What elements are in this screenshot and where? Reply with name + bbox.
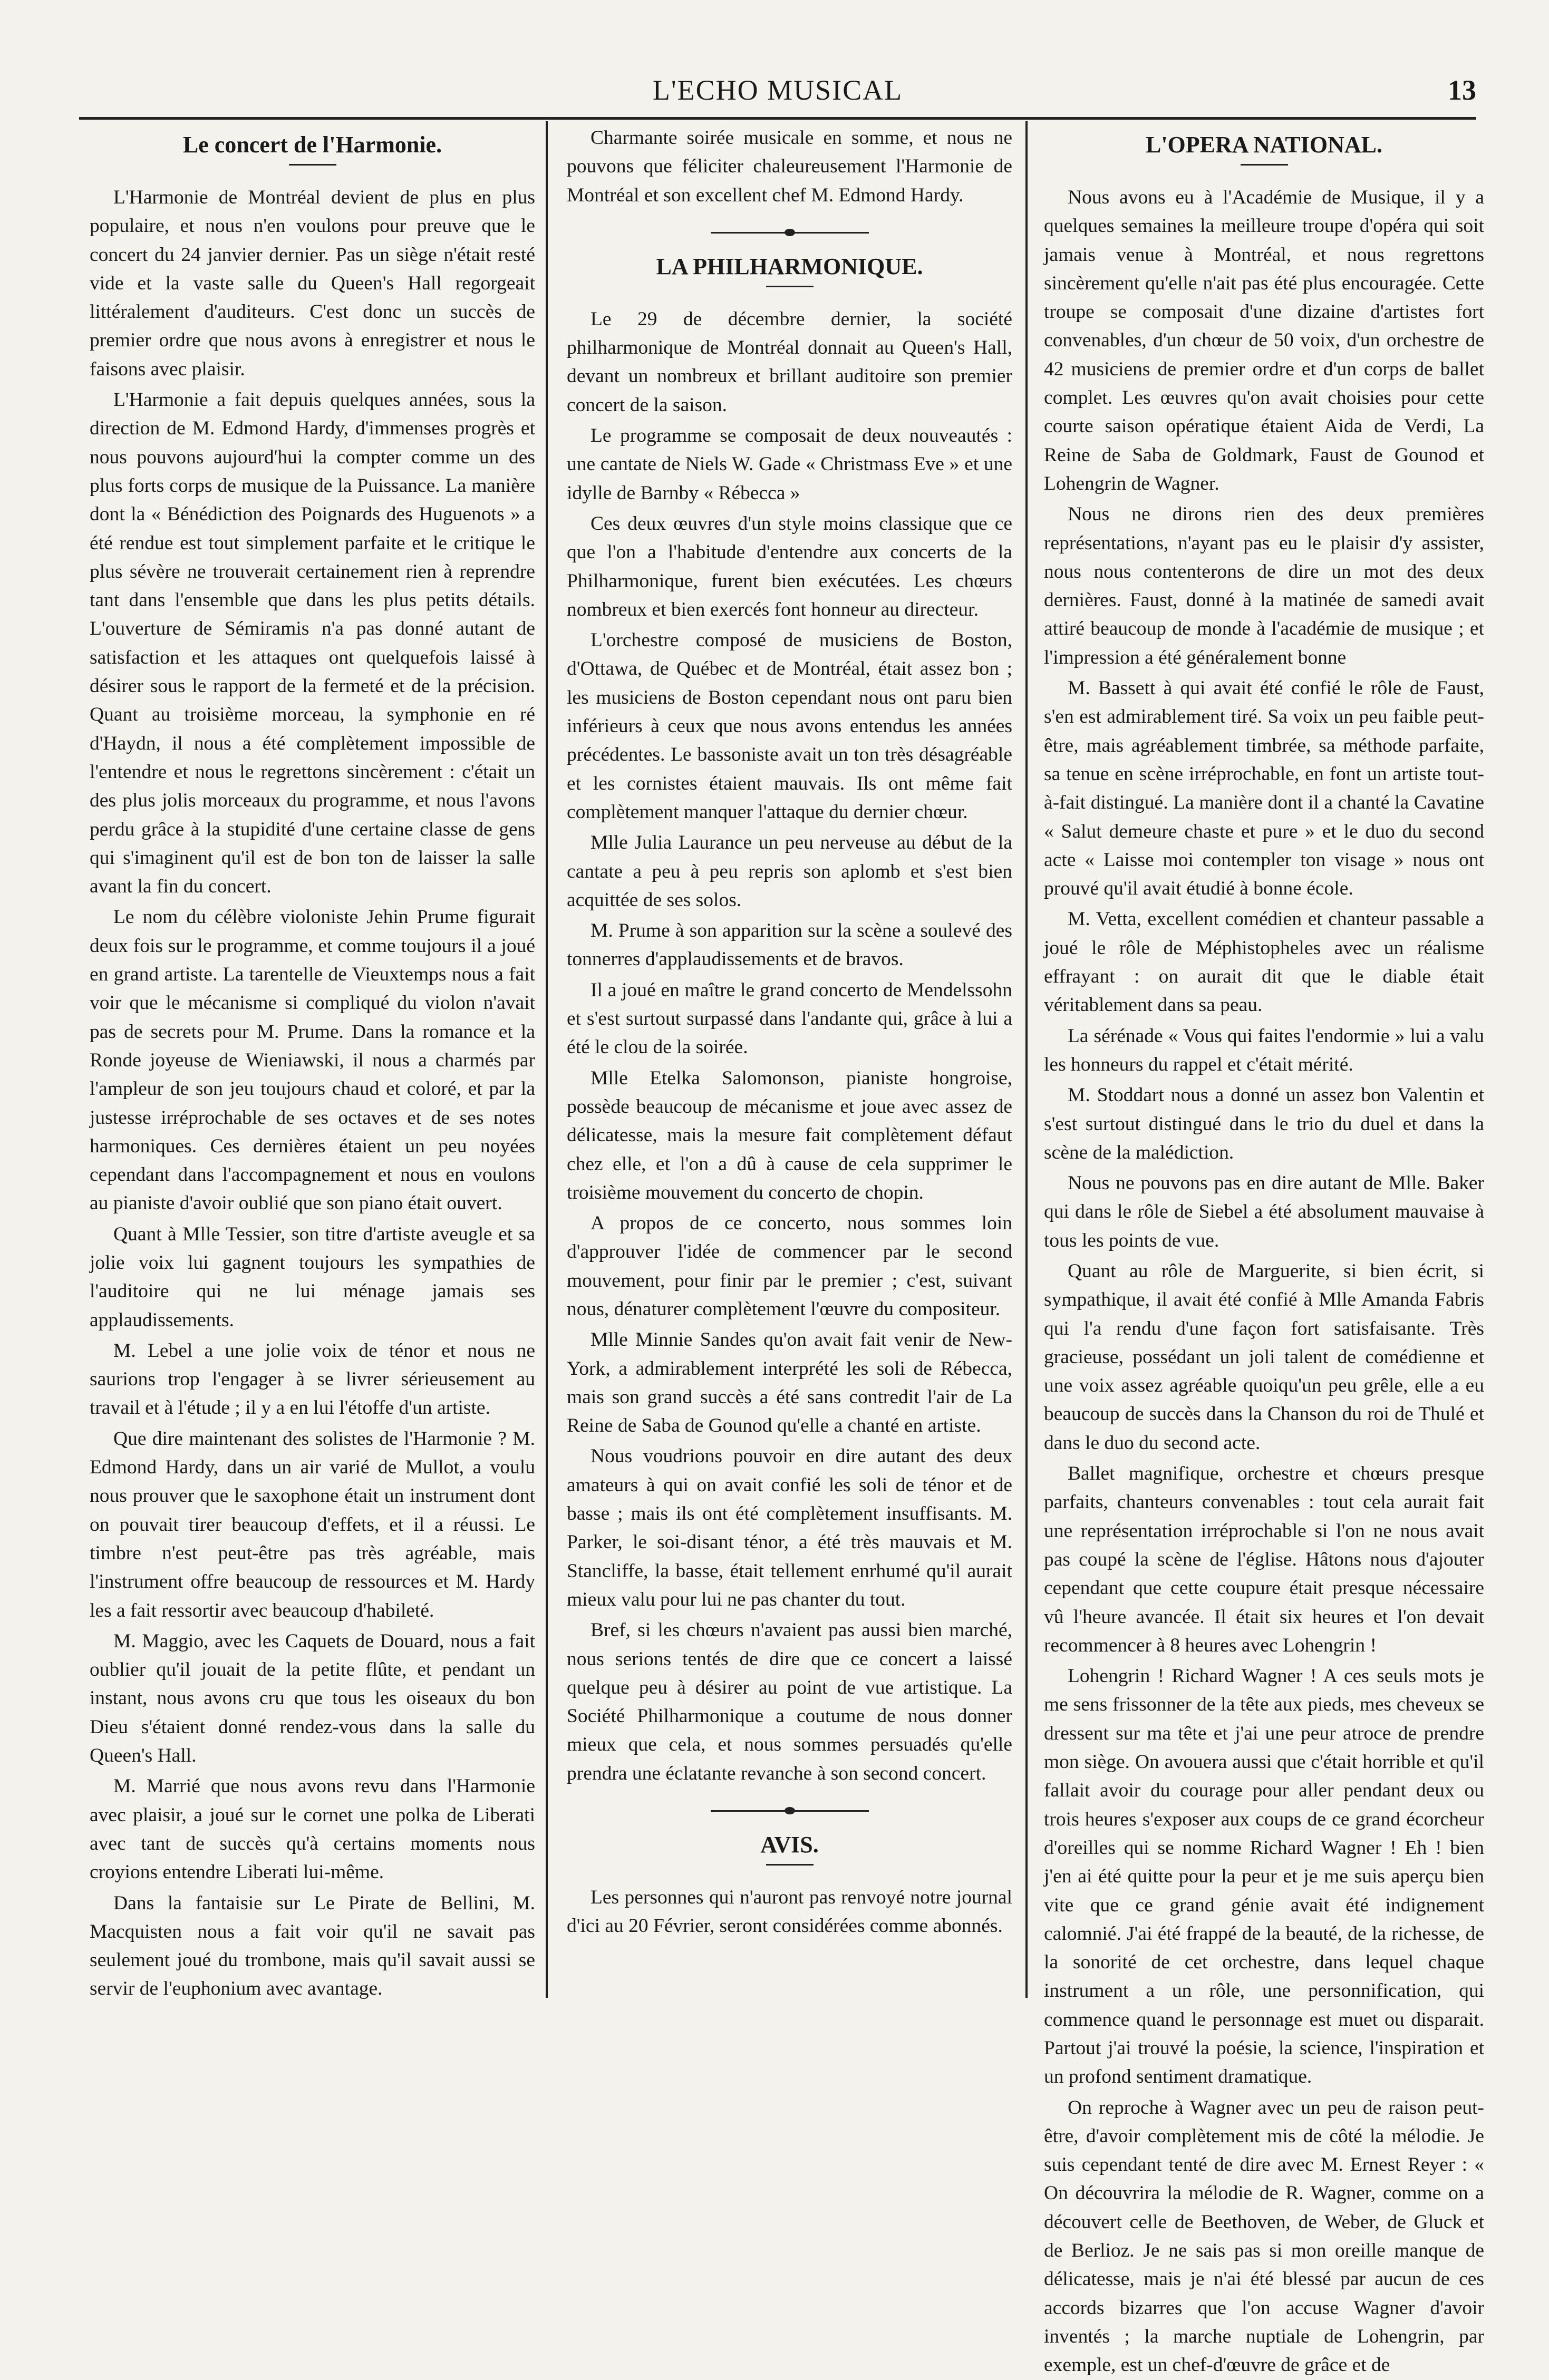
- article-paragraph: Il a joué en maître le grand concerto de Mendelssohn et s'est surtout surpassé dans l'andante qui, grâce à lui a été le clou de la soirée.: [567, 979, 1012, 1058]
- heading-dash: [766, 1864, 814, 1866]
- article-paragraph: Mlle Minnie Sandes qu'on avait fait venir de New-York, a admirablement interprété les soli de Rébecca, mais son grand succès a été sans contredit l'air de La Reine de Saba de Gounod qu'elle a chanté en artiste.: [567, 1329, 1012, 1437]
- heading-dash: [766, 286, 814, 287]
- article-paragraph: M. Prume à son apparition sur la scène a soulevé des tonnerres d'applaudissements et de bravos.: [567, 920, 1012, 970]
- article-heading-philharmonique: LA PHILHARMONIQUE.: [656, 253, 923, 279]
- article-paragraph: Le nom du célèbre violoniste Jehin Prume figurait deux fois sur le programme, et comme toujours il a joué en grand artiste. La tarentelle de Vieuxtemps nous a fait voir que le mécanisme si compliqué du violon n'avait pas de secrets pour M. Prume. Dans la romance et la Ronde joyeuse de Wieniawski, il nous a charmés par l'ampleur de son jeu toujours chaud et coloré, et par la justesse irréprochable de ses octaves et de ses notes harmoniques. Ces dernières étaient un peu noyées cependant dans l'accompagnement et nous en voulons au pianiste d'avoir oublié que son piano était ouvert.: [90, 906, 535, 1215]
- article-paragraph: Nous ne pouvons pas en dire autant de Mlle. Baker qui dans le rôle de Siebel a été absolument mauvaise à tous les points de vue.: [1044, 1172, 1484, 1251]
- article-separator: [711, 225, 869, 240]
- article-paragraph: A propos de ce concerto, nous sommes loin d'approuver l'idée de commencer par le second mouvement, pour finir par le premier ; c'est, suivant nous, dénaturer complètement l'œuvre du compositeur.: [567, 1212, 1012, 1320]
- harmonie-conclusion: Charmante soirée musicale en somme, et nous ne pouvons que féliciter chaleureusement l'Harmonie de Montréal et son excellent chef M. Edmond Hardy.: [567, 127, 1012, 206]
- column-opera-national: [1044, 124, 1484, 2376]
- article-paragraph: La sérénade « Vous qui faites l'endormie » lui a valu les honneurs du rappel et c'était mérité.: [1044, 1025, 1484, 1075]
- page-header: [79, 74, 1476, 121]
- article-paragraph: On reproche à Wagner avec un peu de raison peut-être, d'avoir complètement mis de côté la mélodie. Je suis cependant tenté de dire avec M. Ernest Reyer : « On découvrira la mélodie de R. Wagner, comme on a découvert celle de Beethoven, de Weber, de Gluck et de Berlioz. Je ne sais pas si mon oreille manque de délicatesse, mais je n'ai été blessé par aucun de ces accords bizarres que l'on accuse Wagner d'avoir inventés ; la marche nuptiale de Lohengrin, par exemple, est un chef-d'œuvre de grâce et de: [1044, 2096, 1484, 2376]
- article-heading-opera: L'OPERA NATIONAL.: [1145, 132, 1383, 158]
- header-rule: [79, 117, 1476, 120]
- article-paragraph: Mlle Etelka Salomonson, pianiste hongroise, possède beaucoup de mécanisme et joue avec assez de délicatesse, mais la mesure fait complètement défaut chez elle, et l'on a dû à cause de cela supprimer le troisième mouvement du concerto de chopin.: [567, 1067, 1012, 1203]
- article-paragraph: Nous avons eu à l'Académie de Musique, il y a quelques semaines la meilleure troupe d'opéra qui soit jamais venue à Montréal, et nous regrettons sincèrement qu'elle n'ait pas été plus encouragée. Cette troupe se composait d'une dizaine d'artistes fort convenables, d'un chœur de 50 voix, d'un orchestre de 42 musiciens de premier ordre et d'un corps de ballet complet. Les œuvres qu'on avait choisies pour cette courte saison opératique étaient Aida de Verdi, La Reine de Saba de Goldmark, Faust de Gounod et Lohengrin de Wagner.: [1044, 187, 1484, 494]
- article-paragraph: M. Maggio, avec les Caquets de Douard, nous a fait oublier qu'il jouait de la petite flûte, et pendant un instant, nous avons cru que tous les oiseaux du bon Dieu s'étaient donné rendez-vous dans la salle du Queen's Hall.: [90, 1630, 535, 1767]
- article-separator: [711, 1803, 869, 1819]
- article-paragraph: Lohengrin ! Richard Wagner ! A ces seuls mots je me sens frissonner de la tête aux pieds, mes cheveux se dressent sur ma tête et j'ai une peur atroce de prendre mon siège. On avouera aussi que c'était horrible et qu'il fallait avoir du courage pour aller pendant deux ou trois heures s'exposer aux coups de ce grand écorcheur d'oreilles qui se nomme Richard Wagner ! Eh ! bien j'en ai été quitte pour la peur et je me suis aperçu bien vite que ce grand génie avait été indignement calomnié. J'ai été frappé de la beauté, de la richesse, de la sonorité de cet orchestre, dans lequel chaque instrument a un rôle, une personnification, qui commence quand le personnage est muet ou disparait. Partout j'ai trouvé la poésie, la science, l'inspiration et un profond sentiment dramatique.: [1044, 1665, 1484, 2088]
- column-divider-1: [546, 121, 548, 1998]
- heading-dash: [289, 164, 336, 166]
- article-paragraph: Nous voudrions pouvoir en dire autant des deux amateurs à qui on avait confié les soli de ténor et de basse ; mais ils ont été complètement insuffisants. M. Parker, le soi-disant ténor, a été très mauvais et M. Stancliffe, la basse, était tellement enrhumé qu'il aurait mieux valu pour lui ne pas chanter du tout.: [567, 1445, 1012, 1610]
- article-paragraph: M. Bassett à qui avait été confié le rôle de Faust, s'en est admirablement tiré. Sa voix un peu faible peut-être, mais agréablement timbrée, sa méthode parfaite, sa tenue en scène irréprochable, en font un artiste tout-à-fait distingué. La manière dont il a chanté la Cavatine « Salut demeure chaste et pure » et le duo du second acte « Laisse moi contempler ton visage » nous ont prouvé qu'il avait étudié à bonne école.: [1044, 677, 1484, 900]
- article-paragraph: M. Lebel a une jolie voix de ténor et nous ne saurions trop l'engager à se livrer sérieusement au travail et à l'étude ; il y a en lui l'étoffe d'un artiste.: [90, 1339, 535, 1419]
- page-number: 13: [1448, 74, 1476, 106]
- article-paragraph: Le programme se composait de deux nouveautés : une cantate de Niels W. Gade « Christmass Eve » et une idylle de Barnby « Rébecca »: [567, 425, 1012, 504]
- column-philharmonique: [567, 124, 1012, 2022]
- article-paragraph: Le 29 de décembre dernier, la société philharmonique de Montréal donnait au Queen's Hall, devant un nombreux et brillant auditoire son premier concert de la saison.: [567, 308, 1012, 416]
- article-paragraph: Ces deux œuvres d'un style moins classique que ce que l'on a l'habitude d'entendre aux concerts de la Philharmonique, furent bien exécutées. Les chœurs nombreux et bien exercés font honneur au directeur.: [567, 512, 1012, 620]
- article-paragraph: L'orchestre composé de musiciens de Boston, d'Ottawa, de Québec et de Montréal, était assez bon ; les musiciens de Boston cependant nous ont paru bien inférieurs à ceux que nous avons entendus les années précédentes. Le bassoniste avait un ton très désagréable et les cornistes étaient mauvais. Ils ont même fait complètement manquer l'attaque du dernier chœur.: [567, 629, 1012, 823]
- article-paragraph: Nous ne dirons rien des deux premières représentations, n'ayant pas eu le plaisir d'y assister, nous nous contenterons de dire un mot des deux dernières. Faust, donné à la matinée de samedi avait attiré beaucoup de monde à l'académie de musique ; et l'impression a été généralement bonne: [1044, 503, 1484, 668]
- article-paragraph: L'Harmonie de Montréal devient de plus en plus populaire, et nous n'en voulons pour preuve que le concert du 24 janvier dernier. Pas un siège n'était resté vide et la vaste salle du Queen's Hall regorgeait littéralement d'auditeurs. C'est donc un succès de premier ordre que nous avons à enregistrer et nous le faisons avec plaisir.: [90, 187, 535, 380]
- article-paragraph: Quant au rôle de Marguerite, si bien écrit, si sympathique, il avait été confié à Mlle Amanda Fabris qui l'a rendu d'une façon fort satisfaisante. Très gracieuse, possédant un joli talent de comédienne et une voix assez agréable quoiqu'un peu grêle, elle a eu beaucoup de succès dans la Chanson du roi de Thulé et dans le duo du second acte.: [1044, 1260, 1484, 1454]
- avis-heading: AVIS.: [760, 1832, 819, 1858]
- article-heading-harmonie: Le concert de l'Harmonie.: [182, 132, 442, 158]
- article-paragraph: Mlle Julia Laurance un peu nerveuse au début de la cantate a peu à peu repris son aplomb et s'est bien acquittée de ses solos.: [567, 832, 1012, 911]
- journal-title: L'ECHO MUSICAL: [652, 74, 903, 106]
- article-paragraph: L'Harmonie a fait depuis quelques années, sous la direction de M. Edmond Hardy, d'immenses progrès et nous pouvons aujourd'hui la compter comme un des plus forts corps de musique de la Puissance. La manière dont la « Bénédiction des Poignards des Huguenots » a été rendue est tout simplement parfaite et le critique le plus sévère ne trouverait certainement rien à reprendre tant dans l'ensemble que dans les plus petits détails. L'ouverture de Sémiramis n'a pas donné autant de satisfaction et les attaques ont quelquefois laissé à désirer sous le rapport de la fermeté et de la précision. Quant au troisième morceau, la symphonie en ré d'Haydn, il nous a été complètement impossible de l'entendre et nous le regrettons sincèrement : c'était un des plus jolis morceaux du programme, et nous l'avons perdu grâce à la stupidité d'une certaine classe de gens qui s'imaginent qu'il est de bon ton de laisser la salle avant la fin du concert.: [90, 389, 535, 898]
- heading-dash: [1241, 164, 1288, 166]
- column-harmonie: [90, 124, 535, 2022]
- article-paragraph: Dans la fantaisie sur Le Pirate de Bellini, M. Macquisten nous a fait voir qu'il ne savait pas seulement joué du trombone, mais qu'il savait aussi se servir de l'euphonium avec avantage.: [90, 1892, 535, 2000]
- article-paragraph: M. Marrié que nous avons revu dans l'Harmonie avec plaisir, a joué sur le cornet une polka de Liberati avec tant de succès qu'à certains moments nous croyions entendre Liberati lui-même.: [90, 1775, 535, 1883]
- article-paragraph: M. Stoddart nous a donné un assez bon Valentin et s'est surtout distingué dans le trio du duel et dans la scène de la malédiction.: [1044, 1084, 1484, 1163]
- column-divider-2: [1025, 121, 1028, 1998]
- article-paragraph: Que dire maintenant des solistes de l'Harmonie ? M. Edmond Hardy, dans un air varié de Mullot, a voulu nous prouver que le saxophone était un instrument dont on pouvait tirer beaucoup d'effets, et il a réussi. Le timbre n'est peut-être pas très agréable, mais l'instrument offre beaucoup de ressources et M. Hardy les a fait ressortir avec beaucoup d'habileté.: [90, 1427, 535, 1621]
- article-paragraph: Quant à Mlle Tessier, son titre d'artiste aveugle et sa jolie voix lui gagnent toujours les sympathies de l'auditoire qui ne lui ménage jamais ses applaudissements.: [90, 1223, 535, 1331]
- avis-notice: Les personnes qui n'auront pas renvoyé notre journal d'ici au 20 Février, seront considérées comme abonnés.: [567, 1887, 1012, 1937]
- article-paragraph: M. Vetta, excellent comédien et chanteur passable a joué le rôle de Méphistopheles avec un réalisme effrayant : on aurait dit que le diable était véritablement dans sa peau.: [1044, 908, 1484, 1016]
- article-paragraph: Ballet magnifique, orchestre et chœurs presque parfaits, chanteurs convenables : tout cela aurait fait une représentation irréprochable si l'on ne nous avait pas coupé la scène de l'église. Hâtons nous d'ajouter cependant que cette coupure était presque nécessaire vû l'heure avancée. Il était six heures et l'on devait recommencer à 8 heures avec Lohengrin !: [1044, 1463, 1484, 1656]
- article-paragraph: Bref, si les chœurs n'avaient pas aussi bien marché, nous serions tentés de dire que ce concert a laissé quelque peu à désirer au point de vue artistique. La Société Philharmonique a coutume de nous donner mieux que cela, et nous sommes persuadés qu'elle prendra une éclatante revanche à son second concert.: [567, 1619, 1012, 1784]
